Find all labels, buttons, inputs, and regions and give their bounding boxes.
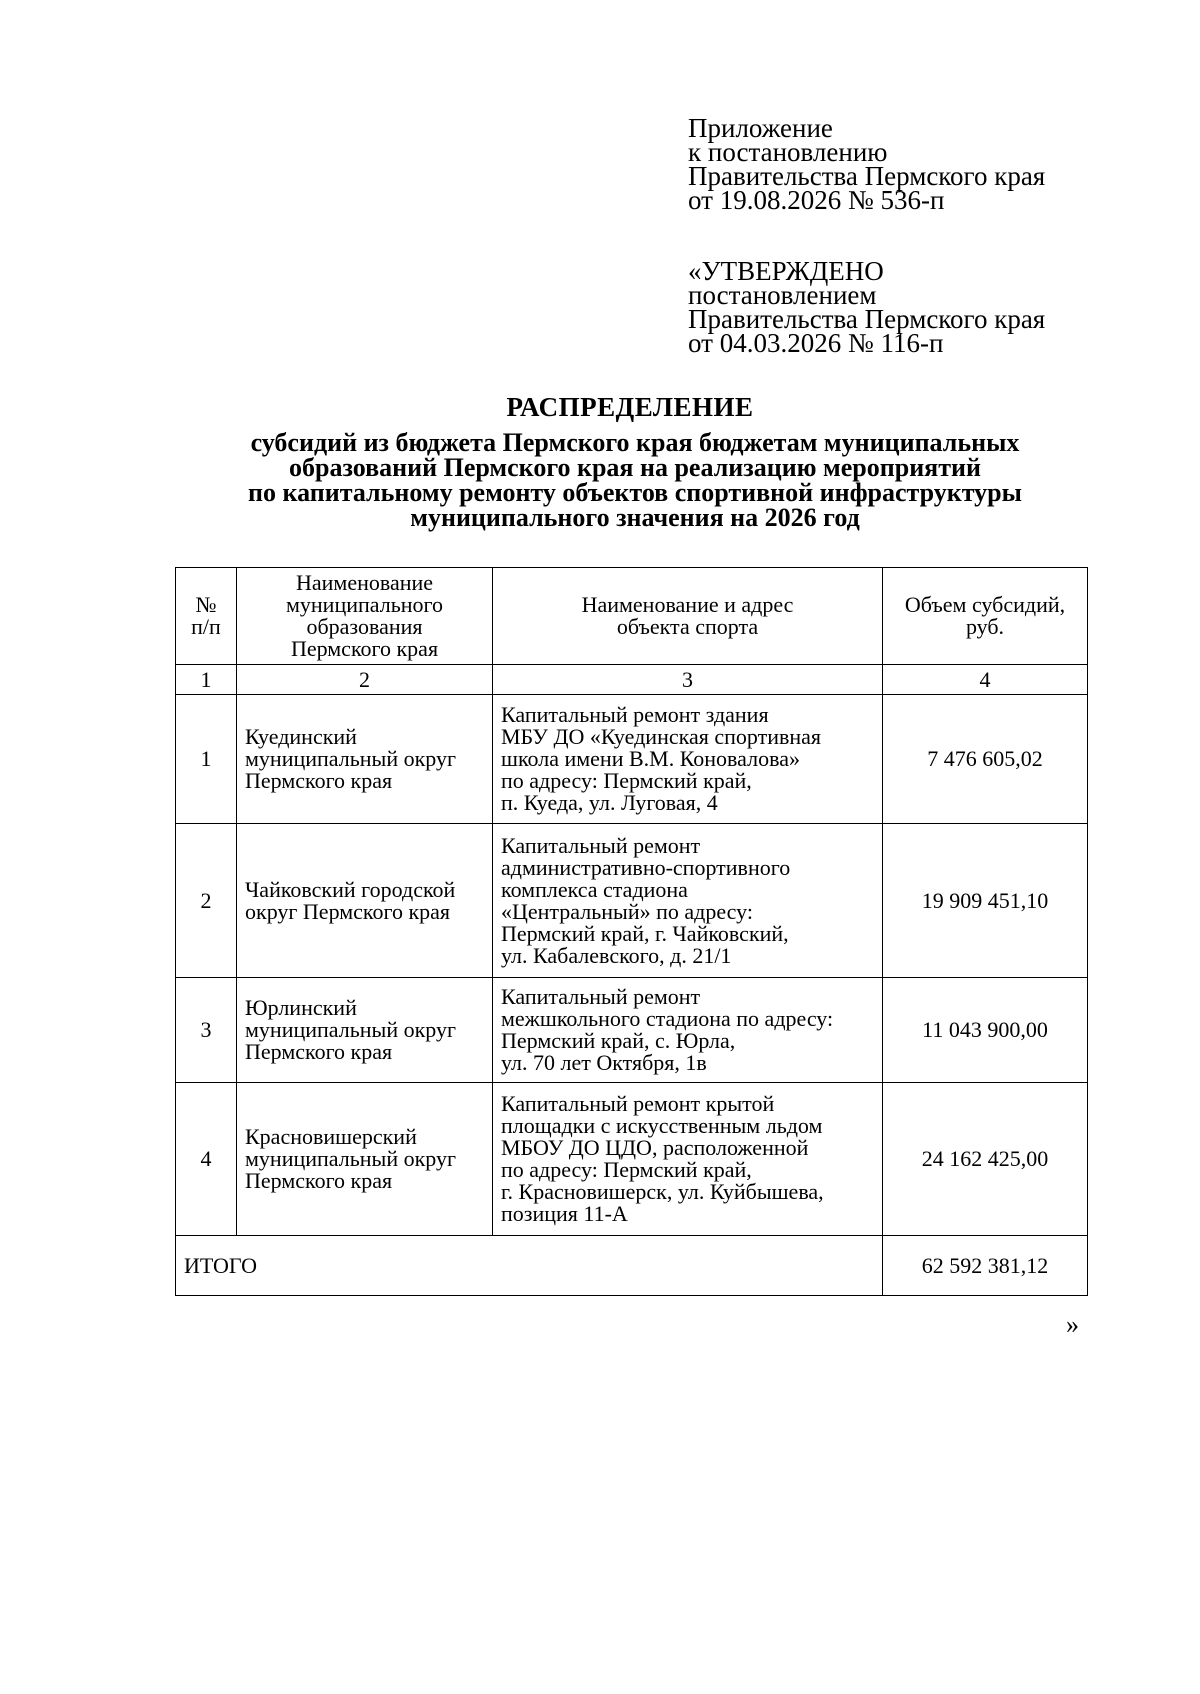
- column-number: 3: [493, 665, 883, 695]
- header-line: п/п: [191, 614, 221, 639]
- cell-line: «Центральный» по адресу:: [501, 898, 753, 924]
- header-line: руб.: [965, 614, 1005, 639]
- cell-line: Красновишерский: [245, 1124, 417, 1149]
- cell-line: МБУ ДО «Куединская спортивная: [501, 724, 822, 749]
- cell-line: комплекса стадиона: [501, 876, 688, 902]
- cell-line: ул. Кабалевского, д. 21/1: [501, 942, 732, 968]
- cell-line: Капитальный ремонт: [501, 832, 701, 858]
- header-line: Наименование и адрес: [581, 592, 794, 617]
- cell-line: ул. 70 лет Октября, 1в: [501, 1050, 707, 1075]
- total-row: [176, 1236, 1088, 1296]
- table-row: [176, 978, 1088, 1083]
- header-amount: [883, 568, 1088, 665]
- approved-line: постановлением: [688, 280, 877, 310]
- approved-block: [688, 256, 1046, 358]
- distribution-table: [175, 567, 1088, 1296]
- column-number: 4: [883, 665, 1088, 695]
- cell-line: Чайковский городской: [245, 876, 456, 902]
- cell-line: Пермского края: [245, 768, 393, 793]
- table-header-row: [176, 568, 1088, 665]
- cell-line: по адресу: Пермский край,: [501, 768, 752, 793]
- row-object: [493, 978, 883, 1083]
- column-number: 2: [237, 665, 493, 695]
- cell-line: Капитальный ремонт: [501, 984, 701, 1009]
- cell-line: Юрлинский: [245, 995, 357, 1020]
- cell-line: МБОУ ДО ЦДО, расположенной: [501, 1135, 809, 1160]
- table-row: [176, 1083, 1088, 1236]
- cell-line: Пермского края: [245, 1039, 393, 1064]
- row-object: [493, 824, 883, 978]
- row-amount: 11 043 900,00: [883, 978, 1088, 1083]
- subtitle-line: образований Пермского края на реализацию мероприятий: [289, 453, 981, 482]
- row-num: 4: [176, 1083, 237, 1236]
- row-object: [493, 695, 883, 824]
- header-line: Объем субсидий,: [904, 592, 1066, 617]
- header-object: [493, 568, 883, 665]
- approved-line: от 04.03.2026 № 116-п: [688, 328, 944, 358]
- table-row: [176, 695, 1088, 824]
- cell-line: г. Красновишерск, ул. Куйбышева,: [501, 1179, 824, 1204]
- cell-line: позиция 11-А: [501, 1201, 628, 1226]
- cell-line: площадки с искусственным льдом: [501, 1113, 823, 1138]
- total-label: ИТОГО: [176, 1236, 883, 1296]
- cell-line: Куединский: [245, 724, 357, 749]
- row-municipality: [237, 824, 493, 978]
- cell-line: муниципальный округ: [245, 746, 457, 771]
- cell-line: школа имени В.М. Коновалова»: [501, 746, 800, 771]
- column-number: 1: [176, 665, 237, 695]
- approved-line: «УТВЕРЖДЕНО: [688, 256, 884, 286]
- header-line: объекта спорта: [616, 614, 759, 639]
- header-line: образования: [306, 614, 423, 639]
- header-line: Пермского края: [290, 636, 439, 661]
- appendix-line: от 19.08.2026 № 536-п: [688, 185, 945, 215]
- closing-quote: »: [1066, 1310, 1079, 1339]
- cell-line: по адресу: Пермский край,: [501, 1157, 752, 1182]
- document-subtitle: [190, 430, 1080, 530]
- subtitle-line: муниципального значения на 2026 год: [410, 503, 860, 532]
- row-num: 3: [176, 978, 237, 1083]
- row-municipality: [237, 1083, 493, 1236]
- row-num: 1: [176, 695, 237, 824]
- row-amount: 24 162 425,00: [883, 1083, 1088, 1236]
- cell-line: Пермский край, г. Чайковский,: [501, 920, 789, 946]
- document-title: РАСПРЕДЕЛЕНИЕ: [506, 392, 754, 422]
- cell-line: Пермского края: [245, 1168, 393, 1193]
- cell-line: округ Пермского края: [245, 898, 451, 924]
- header-line: муниципального: [285, 592, 443, 617]
- approved-line: Правительства Пермского края: [688, 304, 1046, 334]
- cell-line: муниципальный округ: [245, 1146, 457, 1171]
- row-municipality: [237, 695, 493, 824]
- cell-line: межшкольного стадиона по адресу:: [501, 1006, 834, 1031]
- cell-line: административно-спортивного: [501, 854, 791, 880]
- subtitle-line: по капитальному ремонту объектов спортивной инфраструктуры: [248, 478, 1022, 507]
- header-line: №: [195, 592, 217, 617]
- appendix-line: к постановлению: [688, 137, 888, 167]
- row-object: [493, 1083, 883, 1236]
- appendix-block: [688, 113, 1046, 215]
- cell-line: п. Куеда, ул. Луговая, 4: [501, 790, 718, 815]
- row-amount: 19 909 451,10: [883, 824, 1088, 978]
- cell-line: Капитальный ремонт здания: [501, 702, 769, 727]
- header-municipality: [237, 568, 493, 665]
- total-amount: 62 592 381,12: [883, 1236, 1088, 1296]
- appendix-line: Приложение: [688, 113, 833, 143]
- row-num: 2: [176, 824, 237, 978]
- cell-line: Капитальный ремонт крытой: [501, 1091, 775, 1116]
- appendix-line: Правительства Пермского края: [688, 161, 1046, 191]
- cell-line: Пермский край, с. Юрла,: [501, 1028, 736, 1053]
- row-amount: 7 476 605,02: [883, 695, 1088, 824]
- row-municipality: [237, 978, 493, 1083]
- column-number-row: [176, 665, 1088, 695]
- subtitle-line: субсидий из бюджета Пермского края бюджетам муниципальных: [250, 428, 1020, 457]
- header-num: [176, 568, 237, 665]
- table-row: [176, 824, 1088, 978]
- header-line: Наименование: [295, 570, 434, 595]
- cell-line: муниципальный округ: [245, 1017, 457, 1042]
